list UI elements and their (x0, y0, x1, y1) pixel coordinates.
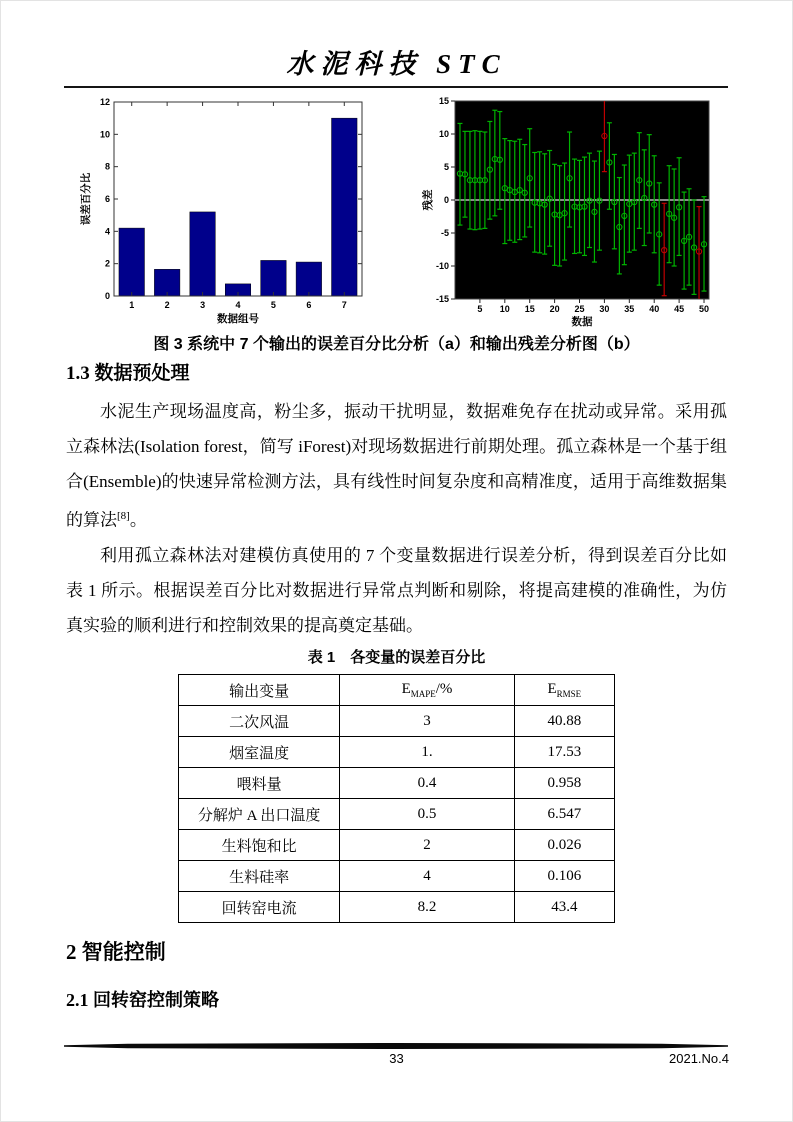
svg-text:40: 40 (649, 304, 660, 314)
emape-value-cell: 1. (340, 737, 514, 768)
variable-name-cell: 生料硅率 (179, 861, 340, 892)
ermse-value-cell: 40.88 (514, 706, 614, 737)
svg-text:50: 50 (699, 304, 710, 314)
error-percentage-table (178, 674, 615, 923)
emape-base: E (401, 681, 411, 697)
journal-title: 水泥科技 STC (286, 49, 507, 79)
ermse-value-cell: 17.53 (514, 737, 614, 768)
errorbar-chart-svg (421, 96, 721, 328)
svg-text:-5: -5 (440, 228, 449, 238)
svg-text:4: 4 (235, 300, 241, 310)
emape-sub: MAPE (410, 689, 436, 699)
svg-text:-15: -15 (435, 294, 449, 304)
svg-text:7: 7 (341, 300, 347, 310)
table-title: 表 1 各变量的误差百分比 (307, 649, 486, 666)
svg-text:45: 45 (674, 304, 685, 314)
error-percentage-bar-chart (78, 96, 378, 333)
col-output-variable-header: 输出变量 (179, 675, 340, 706)
svg-text:25: 25 (574, 304, 585, 314)
svg-text:误差百分比: 误差百分比 (80, 172, 92, 226)
section-heading-2-1: 2.1 回转窑控制策略 (66, 990, 219, 1010)
ermse-base: E (547, 681, 557, 697)
svg-text:35: 35 (624, 304, 635, 314)
emape-value-cell: 8.2 (340, 892, 514, 923)
svg-text:10: 10 (99, 129, 110, 140)
emape-value-cell: 0.4 (340, 768, 514, 799)
paragraph-2: 利用孤立森林法对建模仿真使用的 7 个变量数据进行误差分析，得到误差百分比如表 1 所示。根据误差百分比对数据进行异常点判断和剔除，将提高建模的准确性，为仿真实验的顺利进行和控制效果的提高奠定基础。 (66, 545, 727, 635)
svg-text:5: 5 (443, 162, 449, 172)
col-emape-header (340, 675, 514, 706)
table-block (0, 646, 793, 923)
svg-text:30: 30 (599, 304, 610, 314)
variable-name-cell: 回转窑电流 (179, 892, 340, 923)
col-ermse-header (514, 675, 614, 706)
emape-suffix: /% (435, 681, 453, 697)
table-row (179, 892, 615, 923)
svg-text:10: 10 (438, 129, 449, 139)
emape-value-cell: 4 (340, 861, 514, 892)
svg-text:数据: 数据 (571, 316, 593, 328)
ermse-sub: RMSE (556, 689, 582, 699)
svg-text:8: 8 (104, 161, 110, 172)
section-heading-2: 2 智能控制 (66, 940, 166, 964)
svg-text:6: 6 (104, 194, 110, 204)
table-row (179, 830, 615, 861)
header-rule (64, 86, 728, 88)
svg-text:0: 0 (104, 291, 110, 301)
ermse-value-cell: 0.958 (514, 768, 614, 799)
ermse-value-cell: 0.026 (514, 830, 614, 861)
paragraph-1 (66, 394, 727, 538)
table-row (179, 799, 615, 830)
table-row (179, 737, 615, 768)
issue-number: 2021.No.4 (669, 1051, 729, 1066)
svg-text:3: 3 (200, 300, 206, 310)
figure-caption: 图 3 系统中 7 个输出的误差百分比分析（a）和输出残差分析图（b） (153, 336, 640, 353)
ermse-value-cell: 6.547 (514, 799, 614, 830)
svg-text:20: 20 (549, 304, 560, 314)
svg-text:12: 12 (99, 97, 110, 107)
body-content (66, 358, 727, 643)
svg-text:10: 10 (499, 304, 510, 314)
svg-text:6: 6 (306, 300, 312, 310)
footer-rule (64, 1043, 728, 1049)
svg-text:0: 0 (443, 195, 449, 205)
paragraph-1-text: 水泥生产现场温度高，粉尘多，振动干扰明显，数据难免存在扰动或异常。采用孤立森林法(Isolation forest，简写 iForest)对现场数据进行前期处理。孤立森林是一个基于组合(Ensemble)的快速异常检测方法，具有线性时间复杂度和高精准度，适用于高维数据集的算法 (66, 402, 727, 530)
emape-value-cell: 3 (340, 706, 514, 737)
emape-value-cell: 2 (340, 830, 514, 861)
variable-name-cell: 烟室温度 (179, 737, 340, 768)
variable-name-cell: 二次风温 (179, 706, 340, 737)
svg-text:5: 5 (270, 300, 276, 310)
svg-text:5: 5 (477, 304, 483, 314)
reference-8: [8] (117, 510, 130, 522)
svg-text:15: 15 (438, 96, 449, 106)
section-heading-1-3: 1.3 数据预处理 (66, 363, 190, 384)
svg-text:1: 1 (129, 300, 135, 310)
table-row (179, 706, 615, 737)
table-row (179, 768, 615, 799)
ermse-value-cell: 0.106 (514, 861, 614, 892)
svg-text:-10: -10 (435, 261, 449, 271)
svg-text:数据组号: 数据组号 (217, 313, 259, 325)
variable-name-cell: 喂料量 (179, 768, 340, 799)
variable-name-cell: 生料饱和比 (179, 830, 340, 861)
svg-text:15: 15 (524, 304, 535, 314)
table-row (179, 861, 615, 892)
svg-text:4: 4 (104, 226, 110, 237)
svg-text:残差: 残差 (422, 189, 434, 211)
ermse-value-cell: 43.4 (514, 892, 614, 923)
bar-chart-svg (78, 96, 378, 328)
svg-text:2: 2 (164, 300, 170, 310)
residual-errorbar-chart (421, 96, 721, 333)
variable-name-cell: 分解炉 A 出口温度 (179, 799, 340, 830)
table-header-row (179, 675, 615, 706)
paragraph-1-end: 。 (129, 510, 147, 530)
page-number: 33 (389, 1051, 404, 1066)
svg-text:2: 2 (104, 258, 110, 269)
emape-value-cell: 0.5 (340, 799, 514, 830)
